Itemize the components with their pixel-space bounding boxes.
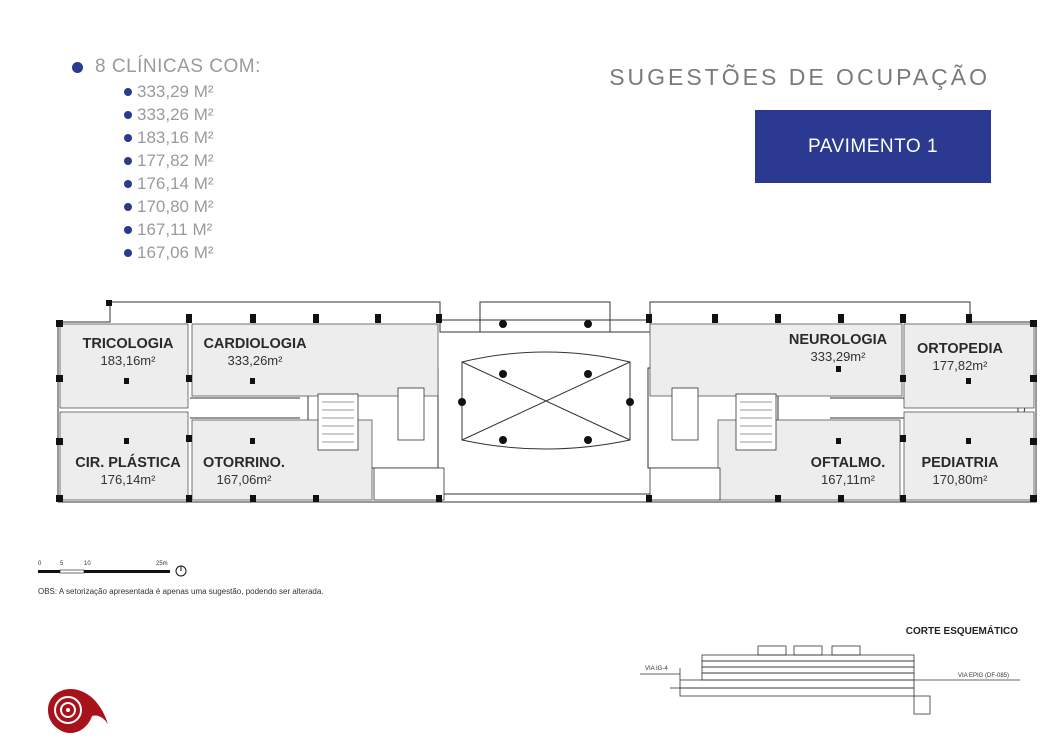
bullet-icon [124, 226, 132, 234]
room-area-label: 176,14m² [100, 472, 156, 487]
bullet-icon [124, 88, 132, 96]
floor-plan [0, 290, 1064, 530]
bullet-icon [124, 111, 132, 119]
section-left-label: VIA IG-4 [645, 666, 668, 672]
bullet-icon [124, 157, 132, 165]
bullet-icon [124, 203, 132, 211]
room-area-label: 167,06m² [216, 472, 272, 487]
room-area-label: 333,29m² [810, 349, 866, 364]
brand-logo-icon [44, 684, 110, 736]
room-area-label: 170,80m² [932, 472, 988, 487]
room-label: TRICOLOGIA [82, 336, 174, 352]
room-area-label: 167,11m² [821, 472, 875, 487]
room-area-label: 183,16m² [100, 353, 156, 368]
schematic-section [640, 640, 1040, 720]
room-label: CARDIOLOGIA [203, 336, 307, 352]
list-item: 183,16 M² [124, 126, 214, 149]
room-area-label: 177,82m² [932, 358, 988, 373]
room-label: OFTALMO. [810, 455, 886, 471]
list-item: 176,14 M² [124, 172, 214, 195]
bullet-icon [72, 62, 83, 73]
room-area-label: 333,26m² [227, 353, 283, 368]
north-arrow-icon [176, 566, 186, 576]
scale-tick-label: 0 [38, 561, 42, 567]
list-item: 170,80 M² [124, 195, 214, 218]
scale-tick-label: 25m [156, 561, 168, 567]
section-title: CORTE ESQUEMÁTICO [905, 626, 1018, 637]
page-title: SUGESTÕES DE OCUPAÇÃO [609, 64, 990, 90]
room-label: CIR. PLÁSTICA [75, 455, 181, 471]
clinic-list-heading [72, 56, 261, 78]
list-item: 167,11 M² [124, 218, 214, 241]
room-label: NEUROLOGIA [788, 332, 888, 348]
section-right-label: VIA EPIG (DF-085) [958, 673, 1010, 679]
list-item: 333,29 M² [124, 80, 214, 103]
room-label: PEDIATRIA [921, 455, 999, 471]
disclaimer-note: OBS: A setorização apresentada é apenas uma sugestão, podendo ser alterada. [38, 587, 324, 596]
list-item: 177,82 M² [124, 149, 214, 172]
room-label: OTORRINO. [203, 455, 285, 471]
floor-badge: PAVIMENTO 1 [755, 110, 991, 183]
list-item: 333,26 M² [124, 103, 214, 126]
bullet-icon [124, 249, 132, 257]
scale-tick-label: 10 [84, 561, 91, 567]
room-label: ORTOPEDIA [917, 341, 1003, 357]
scale-tick-label: 5 [60, 561, 64, 567]
bullet-icon [124, 180, 132, 188]
clinic-area-list [124, 80, 214, 264]
list-item: 167,06 M² [124, 241, 214, 264]
scale-bar [38, 558, 198, 582]
clinic-list-heading-text: 8 CLÍNICAS COM: [95, 56, 261, 77]
bullet-icon [124, 134, 132, 142]
